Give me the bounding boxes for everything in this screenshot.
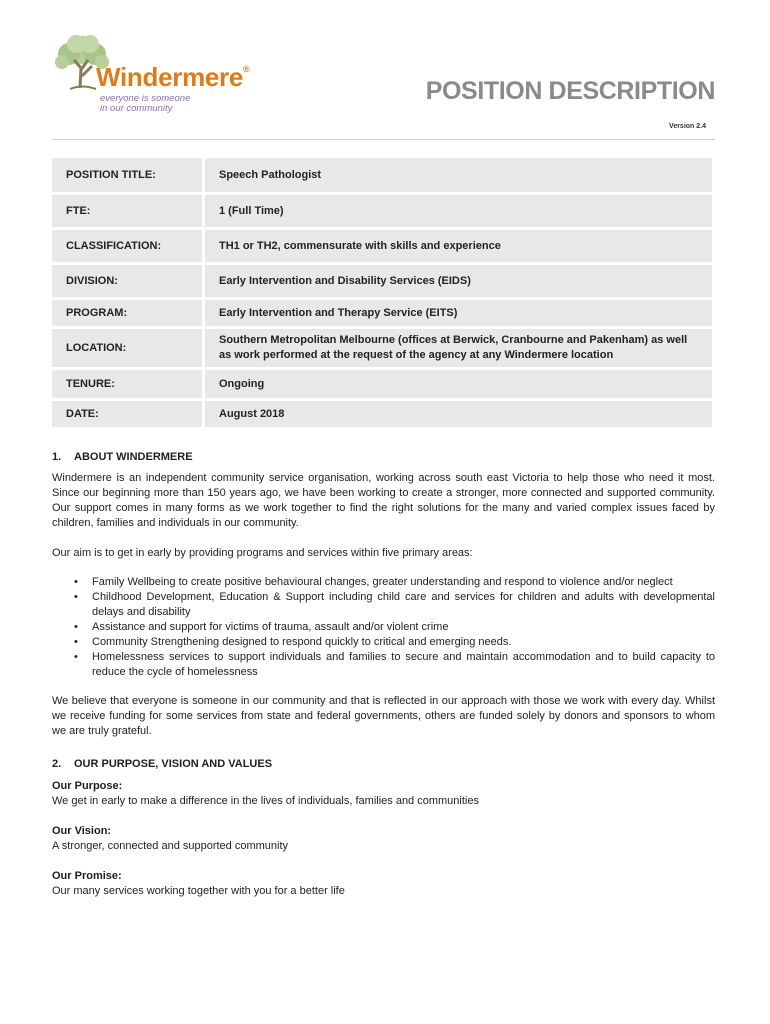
service-areas-list xyxy=(52,575,715,680)
purpose-text: We get in early to make a difference in the lives of individuals, families and communities xyxy=(52,795,479,807)
table-row xyxy=(52,265,712,297)
row-value: Early Intervention and Therapy Service (EITS) xyxy=(205,300,712,326)
table-row xyxy=(52,329,712,367)
row-label: FTE: xyxy=(52,195,205,227)
row-label: DIVISION: xyxy=(52,265,205,297)
row-label: LOCATION: xyxy=(52,329,205,367)
section-about xyxy=(52,450,715,739)
table-row xyxy=(52,195,712,227)
row-label: TENURE: xyxy=(52,370,205,398)
row-value: Early Intervention and Disability Services (EIDS) xyxy=(205,265,712,297)
row-value: Southern Metropolitan Melbourne (offices at Berwick, Cranbourne and Pakenham) as well as work performed at the request of the agency at any Windermere location xyxy=(205,329,712,367)
section-purpose xyxy=(52,757,715,899)
about-paragraph-2: Our aim is to get in early by providing programs and services within five primary areas: xyxy=(52,547,473,559)
promise-label: Our Promise: xyxy=(52,870,122,882)
table-row xyxy=(52,370,712,398)
list-item: • Homelessness services to support individuals and families to secure and maintain accommodation and to build capacity to reduce the cycle of homelessness xyxy=(74,651,715,678)
row-label: DATE: xyxy=(52,401,205,427)
row-value: Speech Pathologist xyxy=(205,158,712,192)
section-heading: 2. OUR PURPOSE, VISION AND VALUES xyxy=(52,758,273,770)
row-value: Ongoing xyxy=(205,370,712,398)
vision-text: A stronger, connected and supported community xyxy=(52,840,289,852)
list-item: • Community Strengthening designed to respond quickly to critical and emerging needs. xyxy=(74,636,512,648)
section-heading: 1. ABOUT WINDERMERE xyxy=(52,451,193,463)
list-item: • Childhood Development, Education & Support including child care and services for children and adults with developmental delays and disability xyxy=(74,591,715,618)
purpose-label: Our Purpose: xyxy=(52,780,123,792)
windermere-logo xyxy=(52,32,252,116)
table-row xyxy=(52,401,712,427)
vision-label: Our Vision: xyxy=(52,825,112,837)
row-value: August 2018 xyxy=(205,401,712,427)
table-row xyxy=(52,300,712,326)
row-label: PROGRAM: xyxy=(52,300,205,326)
logo-tagline: everyone is someone in our community xyxy=(100,93,191,114)
row-value: TH1 or TH2, commensurate with skills and experience xyxy=(205,230,712,262)
row-label: POSITION TITLE: xyxy=(52,158,205,192)
table-row xyxy=(52,230,712,262)
about-paragraph-1: Windermere is an independent community service organisation, working across south east Victoria to help those who need it most. Since our beginning more than 150 years ago, we have been working to create a stronger, more connected and supported community. Our support comes in many forms as we work together to find the right solutions for the many and varied complex issues faced by children, families and individuals in our community. xyxy=(52,472,715,529)
promise-text: Our many services working together with you for a better life xyxy=(52,885,345,897)
list-item: • Assistance and support for victims of trauma, assault and/or violent crime xyxy=(74,621,449,633)
position-details-table xyxy=(52,155,712,430)
about-paragraph-3: We believe that everyone is someone in our community and that is reflected in our approach with those we work with every day. Whilst we receive funding for some services from state and federal governments, others are funded solely by donors and sponsors to whom we are truly grateful. xyxy=(52,695,715,737)
table-row xyxy=(52,158,712,192)
row-value: 1 (Full Time) xyxy=(205,195,712,227)
row-label: CLASSIFICATION: xyxy=(52,230,205,262)
list-item: • Family Wellbeing to create positive behavioural changes, greater understanding and respond to violence and/or neglect xyxy=(74,576,673,588)
logo-wordmark: Windermere® xyxy=(96,62,250,92)
version-label: Version 2.4 xyxy=(669,123,706,130)
page-title: POSITION DESCRIPTION xyxy=(425,77,715,105)
header-divider xyxy=(52,139,715,140)
